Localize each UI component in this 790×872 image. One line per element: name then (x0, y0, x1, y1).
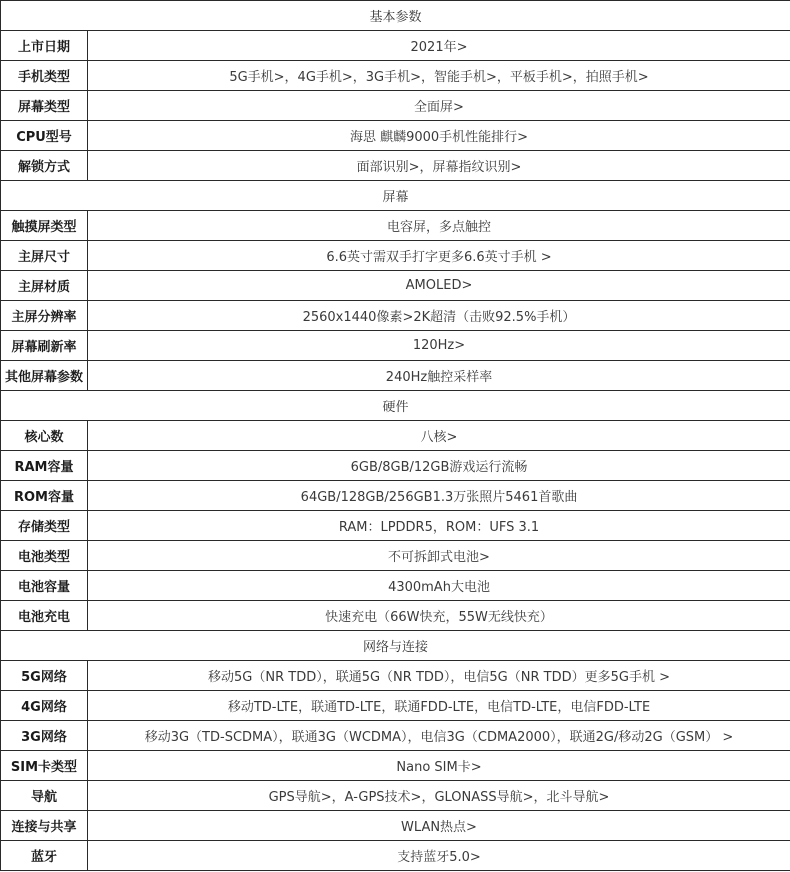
spec-value[interactable]: 电容屏，多点触控 (88, 211, 790, 241)
spec-value[interactable]: 支持蓝牙5.0> (88, 841, 790, 871)
spec-row (1, 781, 790, 811)
spec-value[interactable]: 移动TD-LTE，联通TD-LTE，联通FDD-LTE，电信TD-LTE，电信FDD-LTE (88, 691, 790, 721)
spec-value[interactable]: WLAN热点> (88, 811, 790, 841)
spec-row (1, 541, 790, 571)
spec-value[interactable]: 5G手机>，4G手机>，3G手机>，智能手机>，平板手机>，拍照手机> (88, 61, 790, 91)
spec-label: 上市日期 (1, 31, 88, 61)
spec-label: 电池充电 (1, 601, 88, 631)
spec-value[interactable]: 海思 麒麟9000手机性能排行> (88, 121, 790, 151)
spec-row (1, 751, 790, 781)
spec-value[interactable]: 面部识别>，屏幕指纹识别> (88, 151, 790, 181)
spec-table-body (1, 1, 790, 871)
spec-label: 触摸屏类型 (1, 211, 88, 241)
spec-value[interactable]: 240Hz触控采样率 (88, 361, 790, 391)
spec-value[interactable]: 移动5G（NR TDD），联通5G（NR TDD），电信5G（NR TDD）更多5G手机 > (88, 661, 790, 691)
spec-value[interactable]: 移动3G（TD-SCDMA），联通3G（WCDMA），电信3G（CDMA2000），联通2G/移动2G（GSM） > (88, 721, 790, 751)
spec-row (1, 571, 790, 601)
spec-row (1, 661, 790, 691)
spec-row (1, 91, 790, 121)
spec-value[interactable]: RAM：LPDDR5，ROM：UFS 3.1 (88, 511, 790, 541)
spec-label: 5G网络 (1, 661, 88, 691)
spec-value[interactable]: 4300mAh大电池 (88, 571, 790, 601)
spec-row (1, 721, 790, 751)
spec-row (1, 301, 790, 331)
spec-row (1, 511, 790, 541)
spec-value[interactable]: 快速充电（66W快充，55W无线快充） (88, 601, 790, 631)
spec-label: 解锁方式 (1, 151, 88, 181)
spec-label: 蓝牙 (1, 841, 88, 871)
spec-label: 4G网络 (1, 691, 88, 721)
spec-label: 连接与共享 (1, 811, 88, 841)
spec-row (1, 211, 790, 241)
section-header-row (1, 181, 790, 211)
spec-value[interactable]: 2560x1440像素>2K超清（击败92.5%手机） (88, 301, 790, 331)
spec-label: RAM容量 (1, 451, 88, 481)
spec-label: ROM容量 (1, 481, 88, 511)
section-header-row (1, 391, 790, 421)
spec-value[interactable]: AMOLED> (88, 271, 790, 301)
spec-value[interactable]: 全面屏> (88, 91, 790, 121)
spec-row (1, 61, 790, 91)
spec-label: 主屏材质 (1, 271, 88, 301)
spec-row (1, 271, 790, 301)
spec-row (1, 601, 790, 631)
spec-row (1, 811, 790, 841)
spec-value[interactable]: 6.6英寸需双手打字更多6.6英寸手机 > (88, 241, 790, 271)
spec-label: 存储类型 (1, 511, 88, 541)
spec-row (1, 151, 790, 181)
spec-row (1, 481, 790, 511)
spec-value[interactable]: GPS导航>，A-GPS技术>，GLONASS导航>，北斗导航> (88, 781, 790, 811)
spec-value[interactable]: 2021年> (88, 31, 790, 61)
section-title: 基本参数 (1, 1, 790, 31)
section-title: 网络与连接 (1, 631, 790, 661)
spec-row (1, 121, 790, 151)
spec-label: 核心数 (1, 421, 88, 451)
spec-label: 手机类型 (1, 61, 88, 91)
spec-row (1, 451, 790, 481)
spec-value[interactable]: 120Hz> (88, 331, 790, 361)
section-header-row (1, 631, 790, 661)
spec-value[interactable]: Nano SIM卡> (88, 751, 790, 781)
spec-label: 电池类型 (1, 541, 88, 571)
section-header-row (1, 1, 790, 31)
spec-row (1, 421, 790, 451)
spec-row (1, 241, 790, 271)
spec-row (1, 31, 790, 61)
spec-row (1, 361, 790, 391)
spec-row (1, 331, 790, 361)
spec-label: 其他屏幕参数 (1, 361, 88, 391)
spec-value[interactable]: 6GB/8GB/12GB游戏运行流畅 (88, 451, 790, 481)
spec-label: 主屏分辨率 (1, 301, 88, 331)
spec-label: SIM卡类型 (1, 751, 88, 781)
section-title: 硬件 (1, 391, 790, 421)
spec-value[interactable]: 64GB/128GB/256GB1.3万张照片5461首歌曲 (88, 481, 790, 511)
spec-label: 3G网络 (1, 721, 88, 751)
spec-value[interactable]: 不可拆卸式电池> (88, 541, 790, 571)
spec-label: 屏幕类型 (1, 91, 88, 121)
spec-label: 屏幕刷新率 (1, 331, 88, 361)
spec-label: 导航 (1, 781, 88, 811)
spec-label: 主屏尺寸 (1, 241, 88, 271)
spec-value[interactable]: 八核> (88, 421, 790, 451)
spec-label: 电池容量 (1, 571, 88, 601)
spec-label: CPU型号 (1, 121, 88, 151)
section-title: 屏幕 (1, 181, 790, 211)
spec-row (1, 841, 790, 871)
spec-row (1, 691, 790, 721)
